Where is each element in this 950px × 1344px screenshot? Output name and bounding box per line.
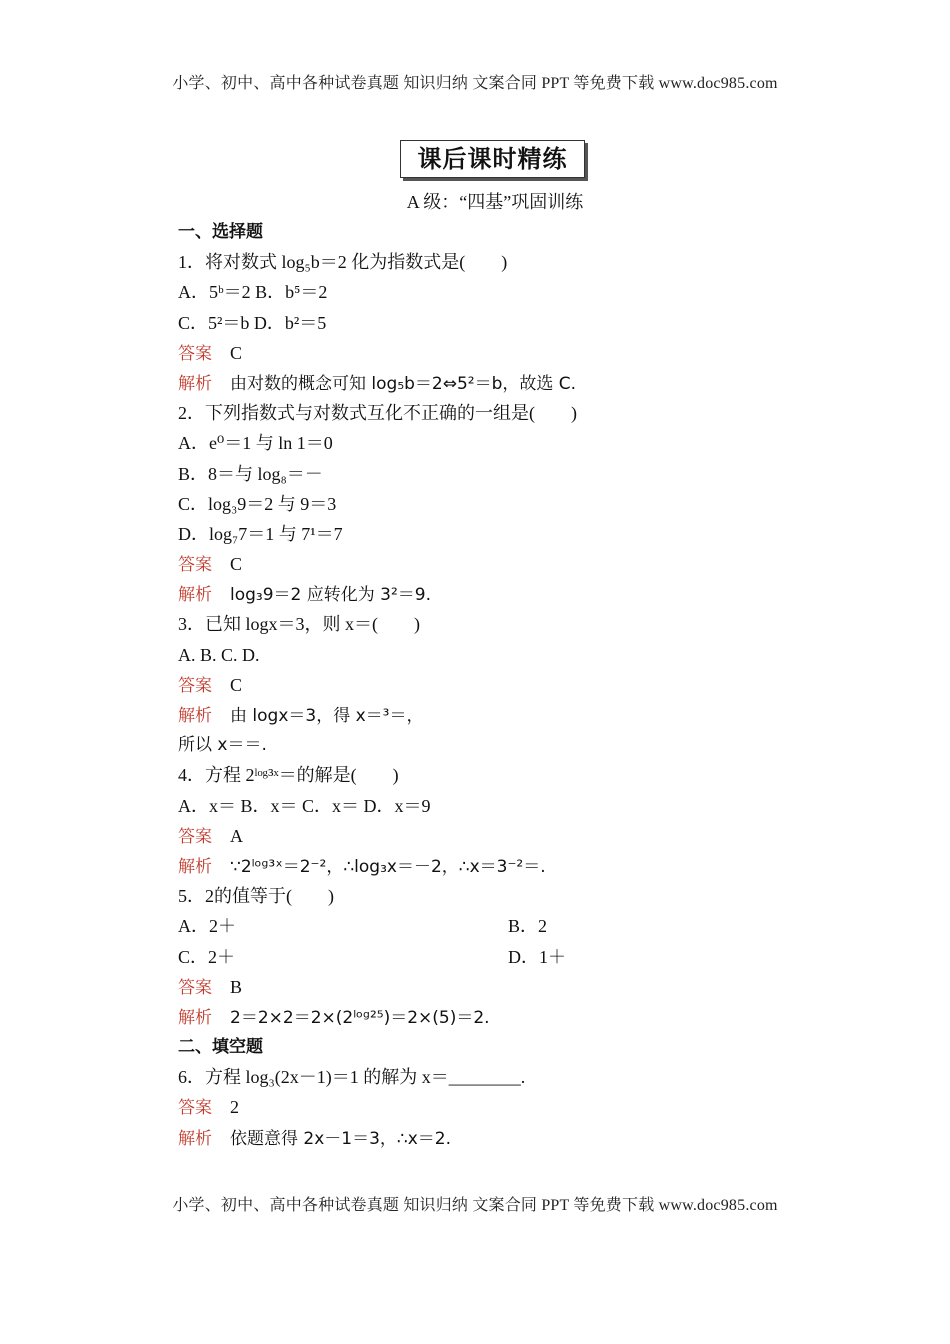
q2-analysis-text: log₃9＝2 应转化为 3²＝9. — [230, 585, 432, 606]
q3-analysis — [178, 700, 778, 730]
q2-option-c: C．log₃9＝2 与 9＝3 — [178, 493, 337, 514]
q2-option-d: D．log₇7＝1 与 7¹＝7 — [178, 523, 343, 544]
q2-option-a: A．e⁰＝1 与 ln 1＝0 — [178, 433, 333, 454]
level-subtitle: A 级：“四基”巩固训练 — [406, 192, 584, 212]
q4-analysis — [178, 851, 778, 881]
section-heading-choice: 一、选择题 — [178, 222, 263, 242]
q2-analysis — [178, 579, 778, 609]
q4-analysis-text: ∵2ˡᵒᵍ³ˣ＝2⁻²，∴log₃x＝－2，∴x＝3⁻²＝. — [230, 856, 546, 877]
exercise-content — [178, 217, 778, 1153]
q5-answer — [178, 972, 778, 1002]
q5-answer-value: B — [230, 976, 243, 997]
analysis-label: 解析 — [178, 706, 212, 726]
q3-analysis-continued: 所以 x＝＝. — [178, 735, 267, 756]
analysis-label: 解析 — [178, 1007, 212, 1028]
q3-analysis-text: 由 logx＝3，得 x＝³＝， — [230, 706, 424, 726]
q1-answer-value: C — [230, 342, 243, 363]
q5-analysis — [178, 1002, 778, 1032]
answer-label: 答案 — [178, 826, 212, 847]
answer-label: 答案 — [178, 675, 212, 696]
q1-answer — [178, 338, 778, 368]
q3-answer-value: C — [230, 674, 243, 695]
analysis-label: 解析 — [178, 373, 212, 394]
q4-stem: 4．方程 2ˡᵒᵍ³ˣ＝的解是( ) — [178, 765, 399, 786]
analysis-label: 解析 — [178, 585, 212, 606]
analysis-label: 解析 — [178, 1128, 212, 1149]
q6-stem: 6．方程 log₃(2x－1)＝1 的解为 x＝________. — [178, 1067, 526, 1088]
q3-options: A. B. C. D. — [178, 644, 260, 665]
header-banner: 小学、初中、高中各种试卷真题 知识归纳 文案合同 PPT 等免费下载 www.doc985.com — [172, 75, 778, 92]
q5-analysis-text: 2＝2×2＝2×(2ˡᵒᵍ²⁵)＝2×(5)＝2. — [230, 1007, 490, 1028]
q5-option-d: D．1＋ — [508, 946, 566, 967]
q6-analysis — [178, 1123, 778, 1153]
q4-answer — [178, 821, 778, 851]
q2-answer-value: C — [230, 554, 243, 575]
q3-stem: 3．已知 logx＝3，则 x＝( ) — [178, 614, 420, 635]
answer-label: 答案 — [178, 343, 212, 364]
q6-analysis-text: 依题意得 2x－1＝3，∴x＝2. — [230, 1128, 452, 1149]
answer-label: 答案 — [178, 1098, 212, 1119]
analysis-label: 解析 — [178, 856, 212, 877]
q6-answer-value: 2 — [230, 1097, 239, 1118]
q4-options: A．x＝ B．x＝ C．x＝ D．x＝9 — [178, 795, 431, 816]
answer-label: 答案 — [178, 977, 212, 998]
q2-option-b: B．8＝与 log₈＝－ — [178, 463, 323, 484]
q5-options-ab — [178, 911, 778, 941]
section-title: 课后课时精练 — [400, 140, 585, 178]
q5-stem: 5．2的值等于( ) — [178, 886, 334, 907]
footer-banner: 小学、初中、高中各种试卷真题 知识归纳 文案合同 PPT 等免费下载 www.doc985.com — [172, 1197, 778, 1214]
q1-analysis-text: 由对数的概念可知 log₅b＝2⇔5²＝b，故选 C. — [230, 373, 577, 394]
q1-stem: 1．将对数式 log₅b＝2 化为指数式是( ) — [178, 252, 508, 273]
q5-option-a: A．2＋ — [178, 916, 236, 937]
q5-options-cd — [178, 942, 778, 972]
q3-answer — [178, 670, 778, 700]
q5-option-b: B．2 — [508, 916, 548, 937]
q2-stem: 2．下列指数式与对数式互化不正确的一组是( ) — [178, 403, 577, 424]
q1-analysis — [178, 368, 778, 398]
q1-options-cd: C．5²＝b D．b²＝5 — [178, 312, 327, 333]
q6-answer — [178, 1092, 778, 1122]
q4-answer-value: A — [230, 825, 243, 846]
section-heading-fill: 二、填空题 — [178, 1037, 263, 1058]
answer-label: 答案 — [178, 555, 212, 576]
q5-option-c: C．2＋ — [178, 946, 236, 967]
q2-answer — [178, 549, 778, 579]
q1-options-ab: A．5ᵇ＝2 B．b⁵＝2 — [178, 282, 328, 303]
